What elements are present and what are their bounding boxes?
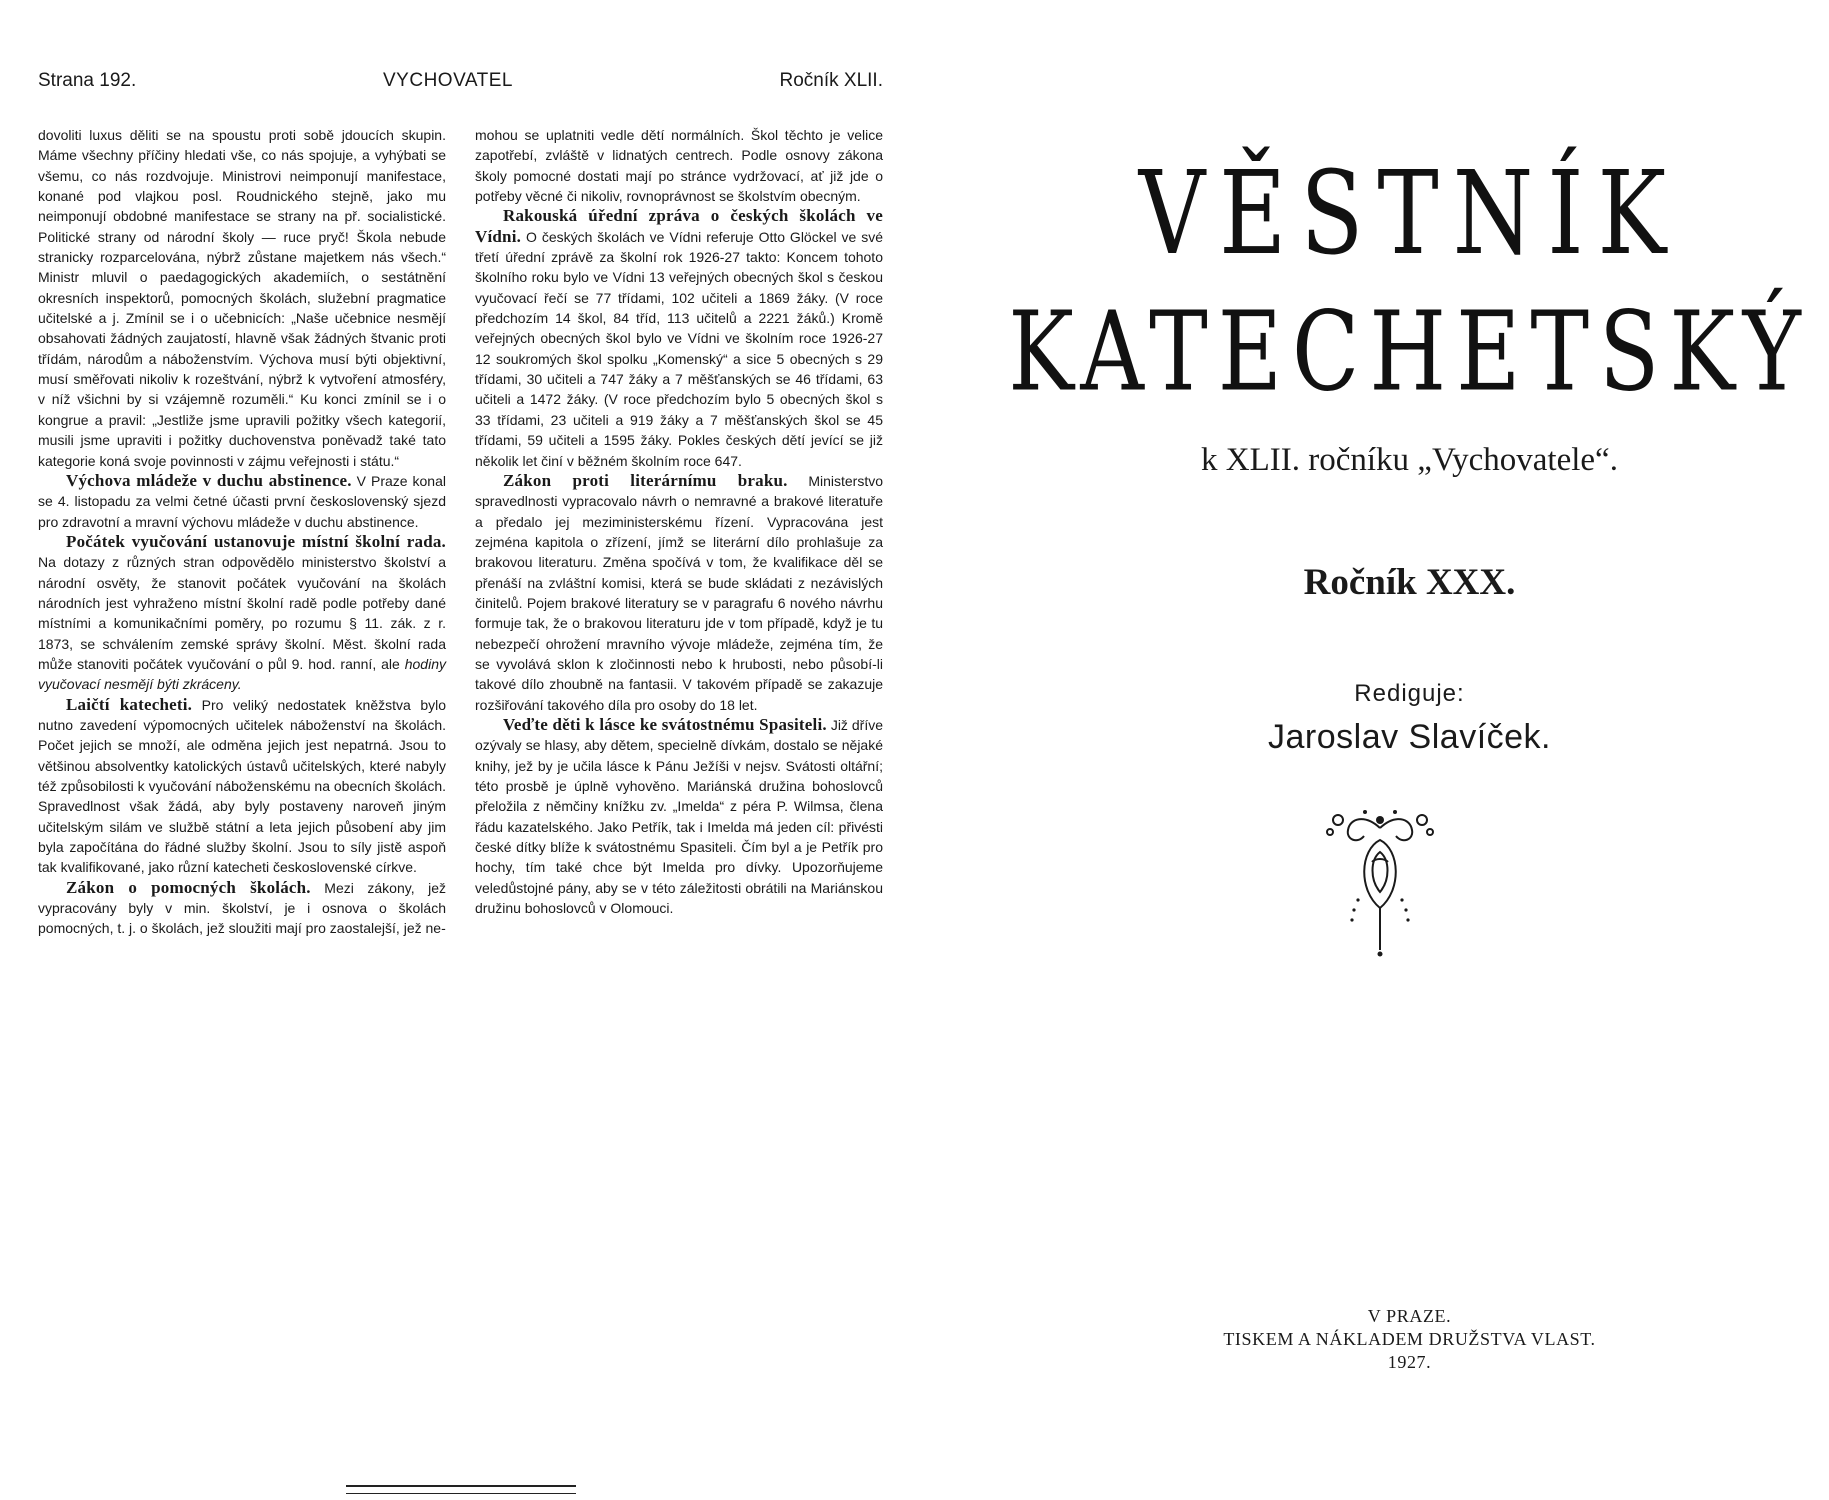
journal-name: VYCHOVATEL xyxy=(383,70,513,91)
article xyxy=(38,695,446,878)
article-text: Ministerstvo spravedlnosti vypracovalo návrh o nemravné a brakové literatuře a předalo jej meziministerskému řízení. Vypracována jest zejména kapitola o zřízení, jímž se literární dílo prohlašuje za brakovou literaturu. Změna spočívá v tom, že kvalifikace děl se přenáší na zvláštní komisi, která se bude skládati z nezávislých činitelů. Pojem brakové literatury se v paragrafu 6 nového návrhu formuje tak, že o brakovou literaturu jde v tom případě, když je tu nebezpečí ohrožení mravního vývoje mládeže, zejména tím, že se vyvolává sklon k zločinnosti nebo k hrubosti, nebo působí-li takové dílo zhoubně na fantasii. V takovém případě se zakazuje rozšiřování takového díla pro osoby do 18 let. xyxy=(475,472,884,713)
page-end-rule xyxy=(346,1485,576,1494)
article-heading: Rakouská úřední zpráva o českých školách ve Vídni. xyxy=(475,206,883,246)
text-column-1 xyxy=(38,125,446,1465)
text-column-2 xyxy=(475,125,883,1465)
article xyxy=(475,206,883,470)
article-text: Již dříve ozývaly se hlasy, aby dětem, specielně dívkám, dostalo se nějaké knihy, jež by je učila lásce k Pánu Ježíši v nejsv. Svátosti oltářní; této prosbě je úplně vyhověno. Mariánská družina bohoslovců přeložila z němčiny knížku zv. „Imelda“ z péra P. Wilmsa, člena řádu kazatelského. Jako Petřík, tak i Imelda má jeden cíl: přivésti české dítky blíže k svátostnému Spasiteli. Čím byl a je Petřík pro hochy, tím také chce být Imelda pro dívky. Upozorňujeme veledůstojné pány, aby se v této záležitosti obrátili na Mariánskou družinu bohoslovců v Olomouci. xyxy=(475,716,884,917)
article xyxy=(475,715,883,918)
article xyxy=(38,878,446,939)
article-text: O českých školách ve Vídni referuje Otto Glöckel ve své třetí úřední zprávě za školní rok 1926-27 takto: Koncem tohoto školního roku bylo ve Vídni 13 veřejných obecných škol s českou vyučovací řečí se 77 třídami, 102 učiteli a 1869 žáky. (V roce předchozím 14 škol, 84 tříd, 113 učitelů a 2221 žáků.) Kromě veřejných obecných škol bylo ve Vídni ve školním roce 1926-27 12 soukromých škol spolku „Komenský“ a sice 5 obecných s 29 třídami, 30 učiteli a 747 žáky a 7 měšťanských se 46 třídami, 63 učiteli a 1472 žáky. (V roce předchozím bylo 5 obecných škol s 33 třídami, 23 učiteli a 919 žáky a 7 měšťanských škol se 45 třídami, 59 učiteli a 1595 žáky. Pokles českých dětí jevící se již několik let činí v běžném školním roce 647. xyxy=(475,228,884,469)
paragraph xyxy=(475,125,883,206)
article xyxy=(38,532,446,695)
article-text: Pro veliký nedostatek kněžstva bylo nutno zavedení výpomocných učitelek náboženství na školách. Počet jejich se množí, ale odměna jejich jest nepatrná. Jsou to většinou absolventky katolických ústavů učitelských, které nabyly též způsobilosti k vyučování náboženskému na obecních školách. Spravedlnost však žádá, aby byly postaveny naroveň jiným učitelským silám ve službě státní a leta jejich působení aby jim byla započítána do řádné služby školní. Jsou to síly jistě aspoň tak kvalifikované, jako různí katecheti československé církve. xyxy=(38,696,446,876)
article-text: Na dotazy z různých stran odpovědělo ministerstvo školství a národní osvěty, že stanovit počátek vyučování na školách národních jest vyhraženo místní školní radě podle potřeby dané místními a komunikačními poměry, po rozumu § 11. zák. z r. 1873, se schválením zemské správy školní. Měst. školní rada může stanoviti počátek vyučování o půl 9. hod. ranní, ale xyxy=(38,554,446,672)
imprint xyxy=(990,1305,1829,1374)
paragraph xyxy=(38,125,446,471)
volume-label: Ročník XXX. xyxy=(1303,562,1516,603)
editor-name: Jaroslav Slavíček. xyxy=(1268,718,1551,756)
article-heading: Zákon proti literárnímu braku. xyxy=(503,470,788,490)
subtitle: k XLII. ročníku „Vychovatele“. xyxy=(1201,442,1618,478)
article-heading: Výchova mládeže v duchu abstinence. xyxy=(66,470,352,490)
imprint-city: V PRAZE. xyxy=(1367,1306,1452,1326)
title-line-2: KATECHETSKÝ xyxy=(1008,287,1811,416)
paragraph-text: mohou se uplatniti vedle dětí normálních. Škol těchto je velice zapotřebí, zvláště v lidnatých centrech. Podle osnovy zákona školy pomocné dostati mají po stránce vydržovací, ať již jde o potřeby věcné či nikoliv, rovnoprávnost se školstvím obecným. xyxy=(475,127,883,205)
running-head xyxy=(38,70,883,96)
article xyxy=(475,471,883,715)
floral-ornament-icon xyxy=(1320,800,1440,960)
emphasized-text: hodiny vyučovací nesmějí býti zkráceny. xyxy=(38,655,446,693)
article-heading: Laičtí katecheti. xyxy=(66,694,193,714)
article xyxy=(38,471,446,532)
editor-label: Rediguje: xyxy=(1354,680,1465,707)
imprint-publisher: TISKEM A NÁKLADEM DRUŽSTVA VLAST. xyxy=(1223,1329,1596,1349)
title-line-1: VĚSTNÍK xyxy=(1138,146,1681,281)
volume-number: Ročník XLII. xyxy=(779,70,883,91)
page-number: Strana 192. xyxy=(38,70,137,91)
article-heading: Veďte děti k lásce ke svátostnému Spasiteli. xyxy=(503,714,827,734)
article-text: Mezi zákony, jež vypracovány byly v min. školství, je i osnova o školách pomocných, t. j. o školách, jež sloužiti mají pro zaostalejší, jež ne- xyxy=(38,879,447,937)
article-heading: Počátek vyučování ustanovuje místní školní rada. xyxy=(66,531,446,551)
imprint-year: 1927. xyxy=(1387,1352,1432,1372)
article-text: V Praze konal se 4. listopadu za velmi četné účasti první československý sjezd pro zdravotní a mravní výchovu mládeže v duchu abstinence. xyxy=(38,472,446,530)
left-page xyxy=(38,70,883,1490)
article-heading: Zákon o pomocných školách. xyxy=(66,877,311,897)
paragraph-text: dovoliti luxus děliti se na spoustu proti sobě jdoucích skupin. Máme všechny příčiny hledati vše, co nás spojuje, a vyhýbati se všemu, co nás rozdvojuje. Ministrovi neimponují manifestace, konané pod vlajkou posl. Roudnického stejně, jako mu neimponují obdobné manifestace se strany na př. socialistické. Politické strany od národní školy — ruce pryč! Škola nebude stranicky rozparcelována, nýbrž zůstane majetkem nás všech.“ Ministr mluvil o paedagogických akademiích, o sestátnění okresních inspektorů, pomocných školách, služební pragmatice učitelské a j. Zmínil se i o učebnicích: „Naše učebnice nesmějí obsahovati žádných zaujatostí, hlavně však žádných štvanic proti třídám, národům a náboženstvím. Výchova musí býti objektivní, musí směřovati nikoliv k rozeštvání, nýbrž k vytvoření atmosféry, v níž všichni by si vzájemně rozuměli.“ Ku konci zmínil se i o kongrue a pravil: „Jestliže jsme upravili požitky všech kategorií, musili jsme upraviti i požitky duchovenstva poněvadž také tato kategorie koná svoje povinnosti v zájmu veřejnosti i státu.“ xyxy=(38,127,446,469)
right-page xyxy=(990,0,1829,1500)
